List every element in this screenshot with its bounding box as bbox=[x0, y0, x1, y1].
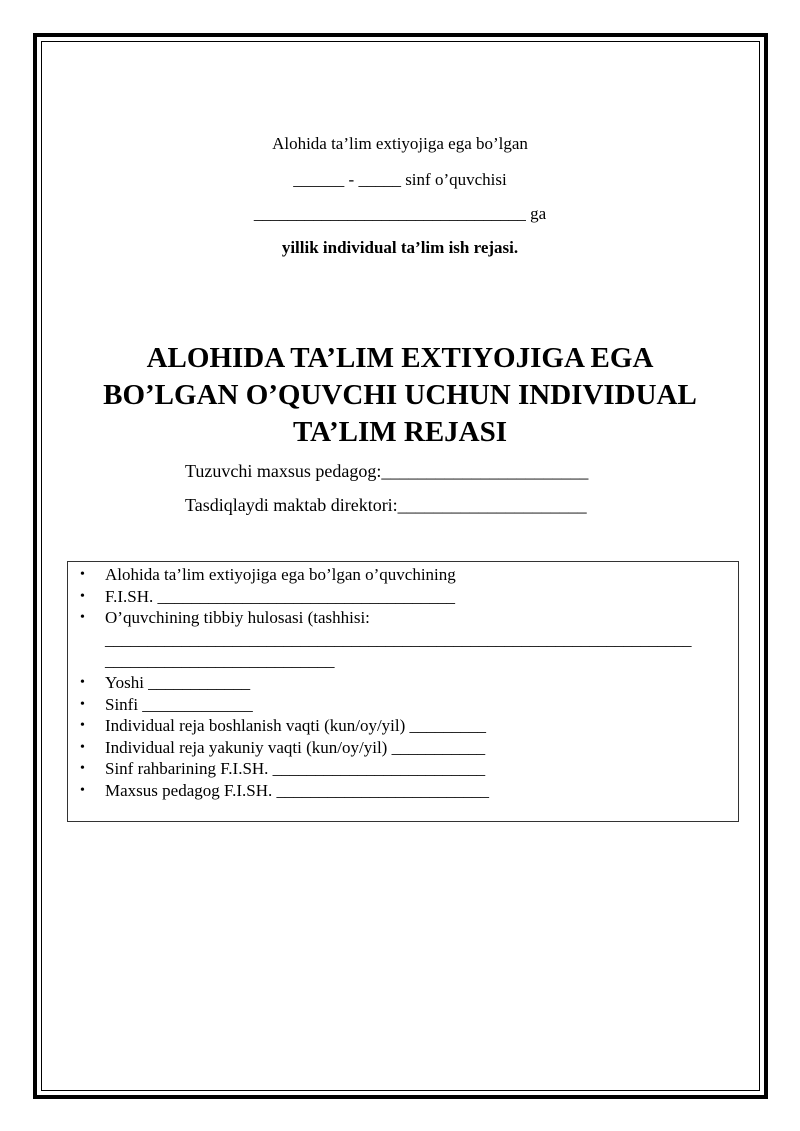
bullet-icon: • bbox=[80, 610, 85, 626]
list-item-text: Sinf rahbarining F.I.SH. _________________________ bbox=[105, 759, 486, 779]
title-line-2: BO’LGAN O’QUVCHI UCHUN INDIVIDUAL bbox=[103, 379, 697, 411]
list-item bbox=[68, 672, 740, 694]
list-item-text: Sinfi _____________ bbox=[105, 694, 253, 714]
bullet-icon: • bbox=[80, 588, 85, 604]
list-item-text: Alohida ta’lim extiyojiga ega bo’lgan o’quvchining bbox=[105, 565, 456, 584]
bullet-icon: • bbox=[80, 739, 85, 755]
list-item bbox=[68, 758, 740, 780]
diagnosis-blank-line: _____________________________________________________________________ bbox=[105, 629, 692, 649]
bullet-icon: • bbox=[80, 761, 85, 777]
title-line-1: ALOHIDA TA’LIM EXTIYOJIGA EGA bbox=[146, 342, 654, 374]
bullet-icon: • bbox=[80, 674, 85, 690]
list-item-text: Individual reja yakuniy vaqti (kun/oy/yil) ___________ bbox=[105, 737, 486, 757]
title-line-3: TA’LIM REJASI bbox=[292, 416, 508, 448]
student-info-list bbox=[68, 564, 740, 802]
list-item-text: F.I.SH. ___________________________________ bbox=[105, 586, 455, 606]
list-item-text: Maxsus pedagog F.I.SH. _________________________ bbox=[105, 780, 489, 800]
list-item bbox=[68, 715, 740, 737]
header-line-4: yillik individual ta’lim ish rejasi. bbox=[281, 238, 519, 257]
header-line-2: ______ - _____ sinf o’quvchisi bbox=[293, 170, 507, 189]
list-item bbox=[68, 780, 740, 802]
list-item-text: Individual reja boshlanish vaqti (kun/oy/yil) _________ bbox=[105, 716, 487, 736]
list-item-text: Yoshi ____________ bbox=[105, 672, 251, 692]
bullet-icon: • bbox=[80, 696, 85, 712]
list-item bbox=[68, 737, 740, 759]
bullet-icon: • bbox=[80, 782, 85, 798]
student-info-box bbox=[67, 561, 739, 822]
bullet-icon: • bbox=[80, 567, 85, 582]
list-item bbox=[68, 607, 740, 672]
list-item-text: O’quvchining tibbiy hulosasi (tashhisi: bbox=[105, 608, 370, 628]
list-item bbox=[68, 564, 740, 586]
compiler-signature: Tuzuvchi maxsus pedagog:_______________________ bbox=[185, 461, 589, 481]
list-item bbox=[68, 694, 740, 716]
header-line-1: Alohida ta’lim extiyojiga ega bo’lgan bbox=[272, 134, 528, 153]
approver-signature: Tasdiqlaydi maktab direktori:_____________________ bbox=[185, 495, 587, 515]
document-title bbox=[60, 340, 740, 451]
bullet-icon: • bbox=[80, 718, 85, 734]
list-item bbox=[68, 586, 740, 608]
diagnosis-blank-line: ___________________________ bbox=[105, 651, 335, 671]
header-line-3: ________________________________ ga bbox=[253, 204, 547, 223]
